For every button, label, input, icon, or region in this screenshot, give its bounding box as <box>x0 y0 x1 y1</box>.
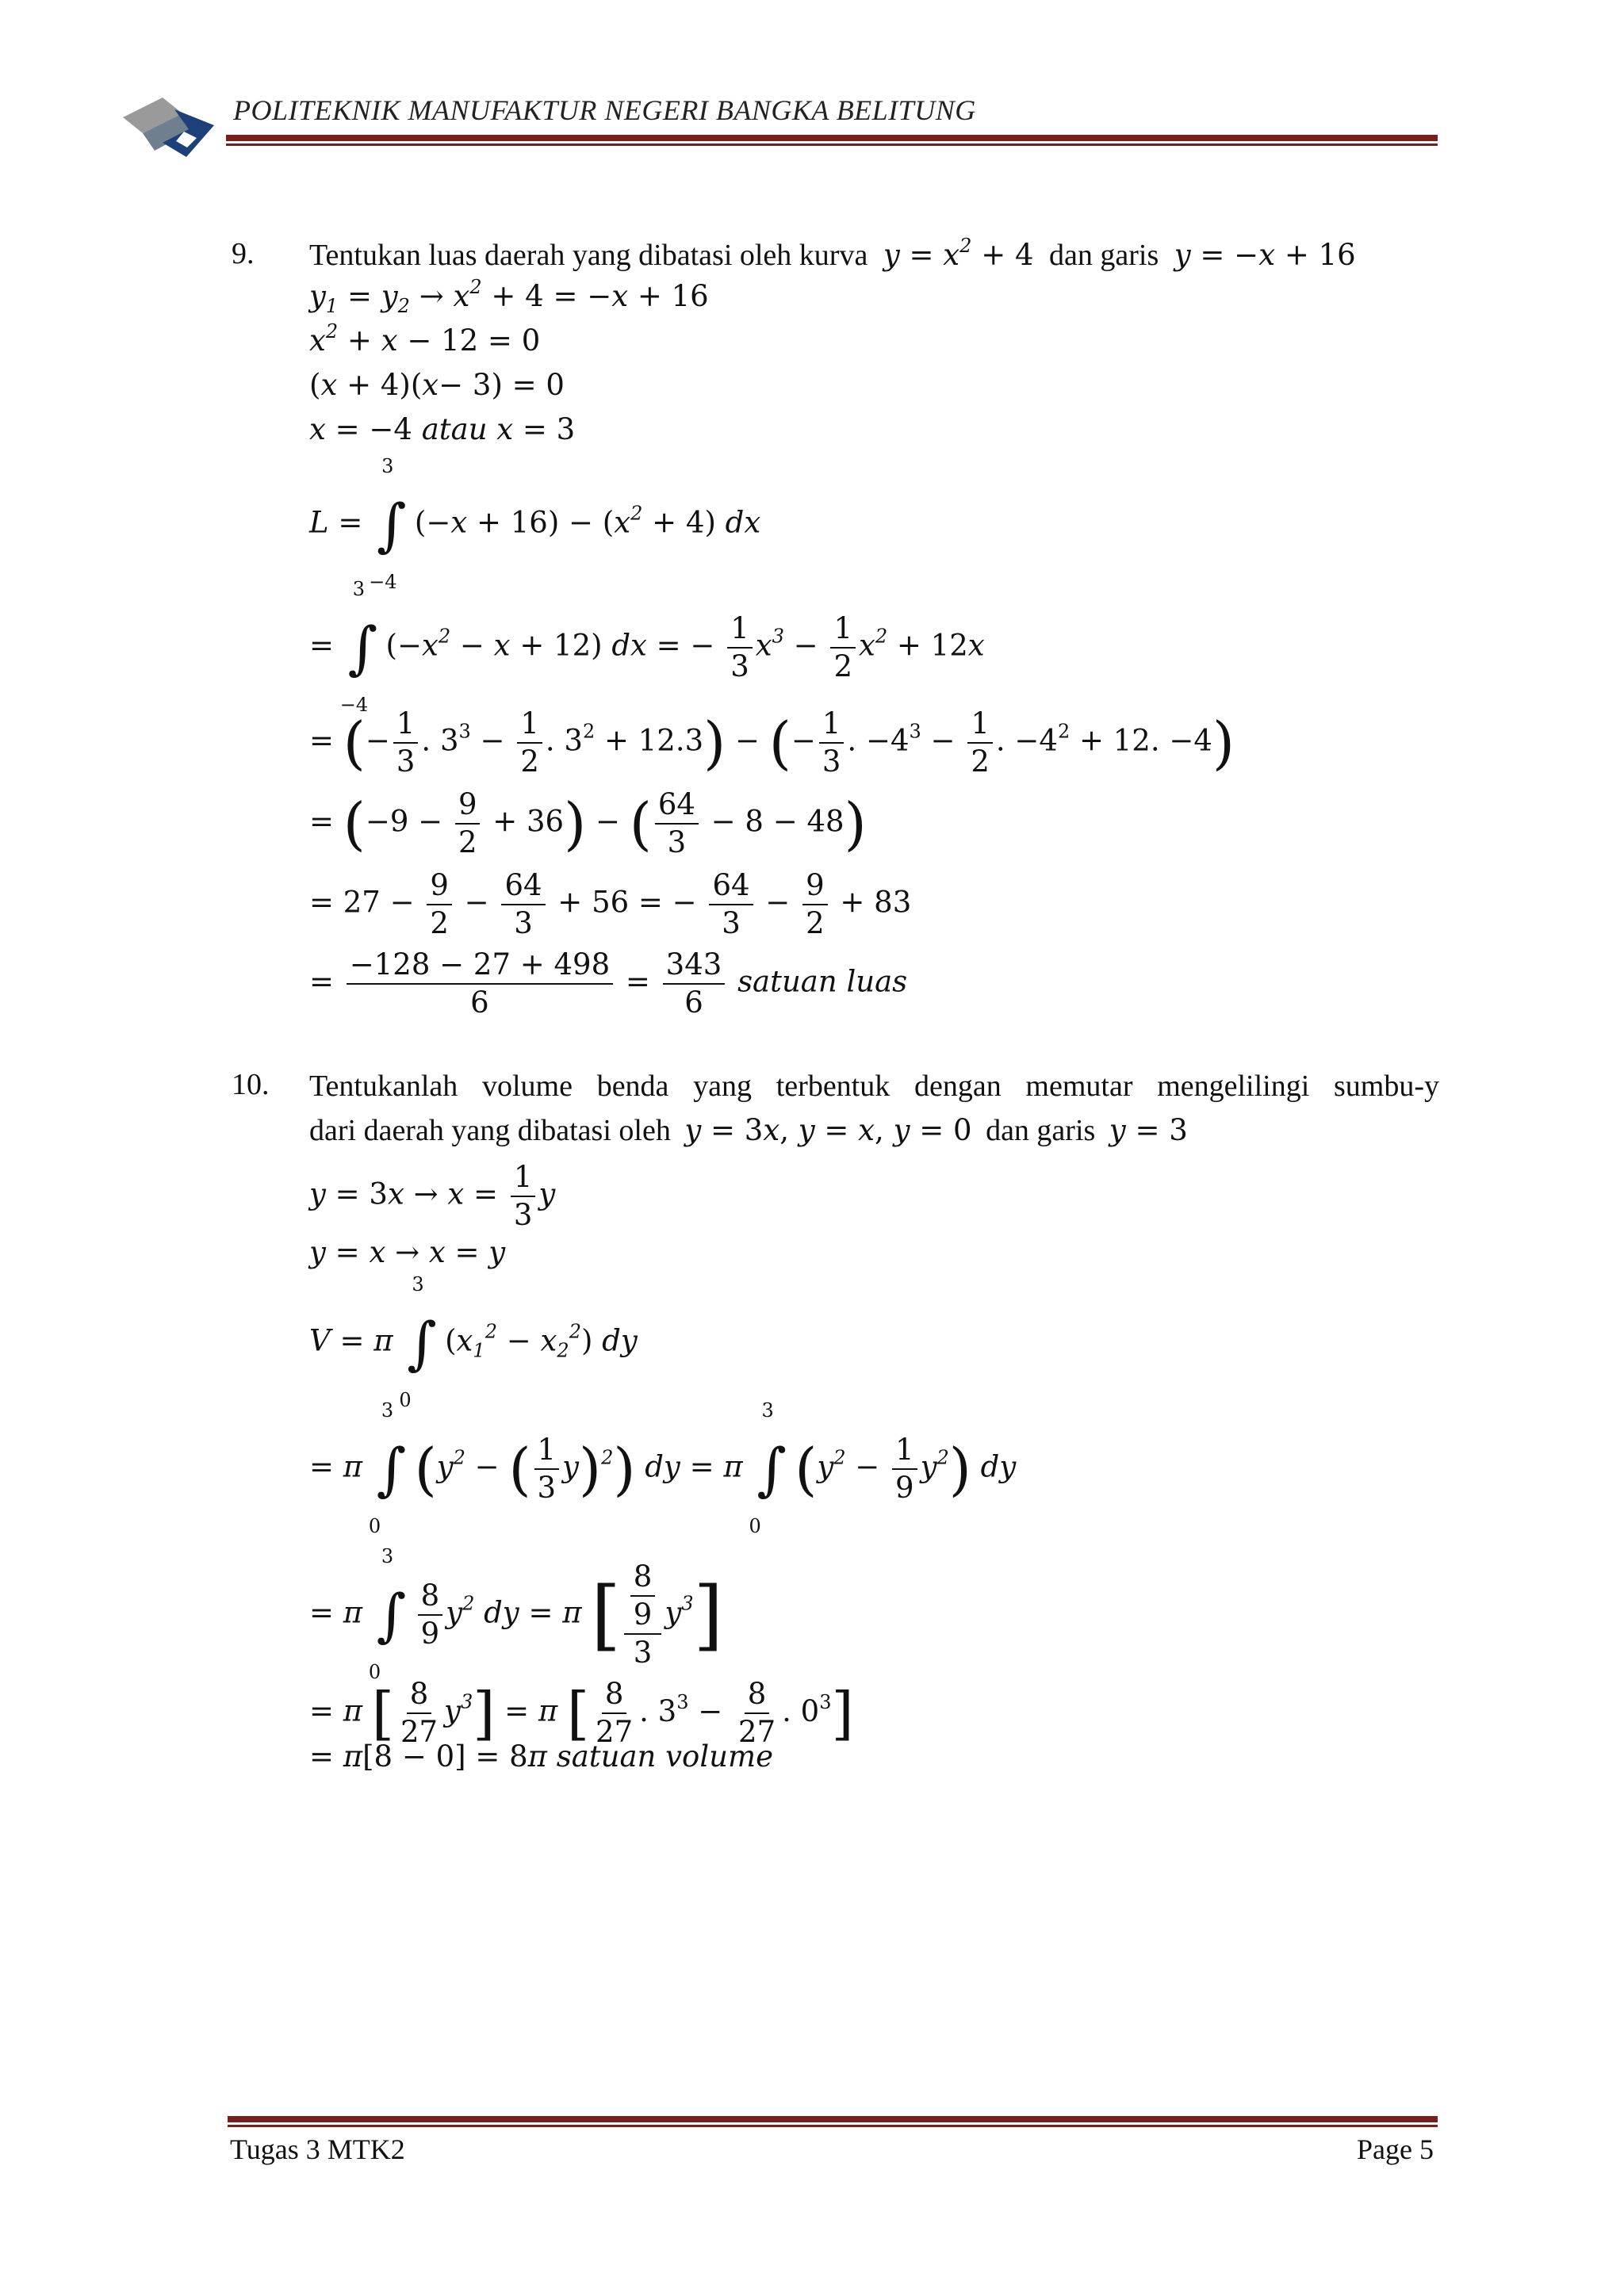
footer-page-number: Page 5 <box>1357 2133 1434 2165</box>
q10-result: = π[8 − 0] = 8π satuan volume <box>309 1739 773 1774</box>
q10-integral-substituted: = π ∫ 3 0 ($y^2$ − ( $\frac{1}{3}$ y)$^2$) dy = π ∫ 3 0 ($y^2$ − $\frac{1}{9}$ $y^2$) dy <box>309 1399 1017 1537</box>
q9-step-4: x = −4 atau x = 3 <box>309 412 576 446</box>
footer-rule <box>228 2116 1438 2122</box>
question-10-text-line-1: Tentukanlah volume benda yang terbentuk dengan memutar mengelilingi sumbu-y <box>309 1070 1439 1103</box>
question-10-text-line-2: dari daerah yang dibatasi oleh y = 3x, y = x, y = 0 dan garis y = 3 <box>309 1113 1188 1147</box>
q10-step-1: y = 3x → x = $\frac{1}{3}$ y <box>309 1160 556 1232</box>
q9-step-1: $y_1 = y_2 \to x^2 + 4 = -x + 16$ <box>309 276 709 317</box>
question-9-number: 9. <box>232 237 255 270</box>
q9-evaluate: = (−9 − $\frac{9}{2}$ + 36) − ( $\frac{64}{3}$ − 8 − 48) <box>309 787 867 859</box>
institution-logo <box>119 94 222 165</box>
q9-integral-simplified: = ∫ 3 −4 $(-x^2 - x + 12)$ dx = − $\frac{1}{3}$ $x^3$ − $\frac{1}{2}$ $x^2 + 12x$ <box>309 578 985 716</box>
header-rule <box>226 135 1438 141</box>
q9-combine: = 27 − $\frac{9}{2}$ − $\frac{64}{3}$ + 56 = − $\frac{64}{3}$ − $\frac{9}{2}$ + 83 <box>309 868 912 940</box>
q10-antiderivative: = π ∫ 3 0 $\frac{8}{9}$ $y^2$ dy = π [ $\frac{\frac{8}{9}}{3}$ $y^3$] <box>309 1545 723 1683</box>
q9-integral-setup: L = ∫ 3 −4 $(-x + 16) - (x^2 + 4)$ dx <box>309 455 761 593</box>
q9-step-3: (x + 4)(x− 3) = 0 <box>309 368 565 402</box>
q10-evaluate: = π [ $\frac{8}{27}$ $y^3] = \pi$ [ $\frac{8}{27}$ . $3^3$ − $\frac{8}{27}$ . $0^3$] <box>309 1677 854 1749</box>
footer-rule-thin <box>228 2125 1438 2127</box>
footer-course: Tugas 3 MTK2 <box>230 2133 405 2165</box>
question-10-number: 10. <box>232 1068 270 1101</box>
question-9-text: Tentukan luas daerah yang dibatasi oleh kurva $y = x^2 + 4$ dan garis y = −x + 16 <box>309 235 1356 272</box>
q9-step-2: $x^2 + x - 12 = 0$ <box>309 320 541 358</box>
q10-integral-setup: V = π ∫ 3 0 $(x_1^2 - x_2^2)$ dy <box>309 1273 638 1411</box>
q10-step-2: y = x → x = y <box>309 1235 506 1269</box>
header-title: POLITEKNIK MANUFAKTUR NEGERI BANGKA BELITUNG <box>233 94 976 126</box>
q9-result: = $\frac{-128 - 27 + 498}{6}$ = $\frac{343}{6}$ satuan luas <box>309 947 908 1020</box>
q9-substitution: = (− $\frac{1}{3}$ . $3^3$ − $\frac{1}{2}$ . $3^2 + 12.3$) − (− $\frac{1}{3}$ . $-4^3$ − $\frac{1}{2}$ . $-4^2 + 12$. −4) <box>309 706 1235 779</box>
header-rule-thin <box>226 144 1438 146</box>
